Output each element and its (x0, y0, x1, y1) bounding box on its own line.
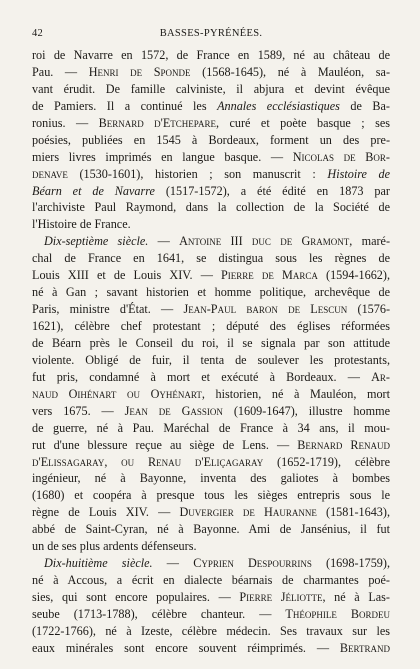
text-segment: (1517-1572), a été édité en 1873 par (154, 183, 390, 198)
text-line (32, 149, 390, 166)
text-segment: seube (1713-1788), célèbre chanteur. — (32, 606, 286, 621)
italic-text: Dix-septième siècle. (44, 234, 149, 249)
text-segment: de guerre, né à Pau. Maréchal de France à 34 ans, il mou- (32, 420, 390, 435)
person-name: Bertrand (339, 640, 390, 655)
text-segment: , maré- (349, 234, 390, 249)
text-line (32, 589, 390, 606)
text-segment: eaux minérales sont encore souvent réimprimés. — (32, 640, 340, 655)
text-line (32, 318, 390, 335)
person-name: Jean de Gassion (124, 403, 223, 418)
text-line (32, 403, 390, 420)
text-line (32, 538, 390, 555)
text-line (32, 284, 390, 301)
person-name: d'Elissagaray, ou Renau d'Eliçagaray (32, 454, 264, 469)
text-segment: , curé et poète basque ; ses (216, 115, 390, 130)
text-segment: (1576- (347, 302, 390, 317)
text-segment: Paris, ministre d'État. — (32, 302, 184, 317)
text-segment: ingénieur, né à Bayonne, inventa des galiotes à bombes (32, 471, 390, 486)
text-segment: vers 1675. — (32, 403, 125, 418)
page-number: 42 (32, 28, 44, 39)
italic-text: Histoire de (327, 166, 390, 181)
text-line (32, 369, 390, 386)
text-segment: (1530-1601), historien ; son manuscrit : (67, 166, 328, 181)
text-segment: né à Accous, a écrit en dialecte béarnais de charmantes poé- (32, 573, 390, 588)
text-segment: (1652-1719), célèbre (263, 454, 390, 469)
italic-text: Béarn et de Navarre (32, 183, 155, 198)
text-segment: (1680) et coopéra à presque tous les sièges entrepris sous le (32, 488, 390, 503)
text-line (32, 454, 390, 471)
text-segment: né à Gan ; savant historien et homme politique, archevêque de (32, 285, 390, 300)
text-line (32, 166, 390, 183)
text-line (32, 335, 390, 352)
text-segment: de Béarn près le Conseil du roi, il se signala par son attitude (32, 335, 390, 350)
person-name: Théophile Bordeu (285, 606, 390, 621)
text-segment: ronius. — (32, 115, 99, 130)
text-line (32, 250, 390, 267)
text-segment: violente. Obligé de fuir, il tenta de soulever les protestants, (32, 352, 390, 367)
text-segment: fut pris, condamné à mort et exécuté à Bordeaux. — (32, 369, 372, 384)
text-segment: Louis XIII et de Louis XIV. — (32, 268, 222, 283)
text-line (32, 640, 390, 657)
text-segment: (1568-1645), né à Mauléon, sa- (190, 64, 390, 79)
page-header (32, 28, 390, 44)
text-segment: de Pamiers. Il a continué les (32, 98, 218, 113)
text-segment: (1594-1662), (317, 268, 390, 283)
text-segment: l'Histoire de France. (32, 217, 131, 232)
text-segment: , historien, né à Mauléon, mort (201, 386, 390, 401)
text-line (32, 199, 390, 216)
person-name: Pierre de Marca (221, 268, 318, 283)
text-segment: rut d'une blessure reçue au siège de Lens. — (32, 437, 298, 452)
text-segment: de Ba- (339, 98, 390, 113)
text-line (32, 420, 390, 437)
text-segment: (1581-1643), (316, 505, 390, 520)
text-segment: chal de France en 1641, se distingua sous les règnes de (32, 251, 390, 266)
person-name: Pierre Jéliotte (239, 590, 323, 604)
text-line (32, 521, 390, 538)
text-line (32, 555, 390, 572)
text-segment: roi de Navarre en 1572, de France en 1589, né au château de (32, 48, 390, 62)
text-line (32, 301, 390, 318)
person-name: denave (32, 166, 68, 181)
person-name: Duvergier de Hauranne (179, 505, 317, 520)
text-segment: sies, qui sont encore populaires. — (32, 590, 240, 604)
text-line (32, 267, 390, 284)
text-segment: (1722-1766), né à Izeste, célèbre médecin. Ses travaux sur les (32, 623, 390, 638)
text-segment: Pau. — (32, 64, 89, 79)
text-line (32, 183, 390, 200)
text-line (32, 98, 390, 115)
text-segment: miers livres imprimés en langue basque. — (32, 149, 293, 164)
text-segment: , né à Las- (322, 590, 390, 604)
text-line (32, 115, 390, 132)
person-name: Antoine III duc de Gramont (179, 234, 350, 249)
person-name: Henri de Sponde (88, 64, 191, 79)
person-name: Jean-Paul baron de Lescun (183, 302, 348, 317)
text-segment: (1609-1647), illustre homme (222, 403, 390, 418)
text-line (32, 64, 390, 81)
italic-text: Annales ecclésiastiques (217, 98, 340, 113)
text-segment: (1698-1759), (311, 556, 390, 571)
italic-text: Dix-huitième siècle. (44, 556, 153, 571)
person-name: Bernard d'Etchepare (98, 115, 216, 130)
person-name: Bernard Renaud (297, 437, 390, 452)
text-body (32, 47, 390, 657)
text-segment: l'archiviste Paul Raymond, dans la collection de la Société de (32, 200, 390, 215)
text-segment: vant érudit. De famille calviniste, il abjura et devint évêque (32, 81, 390, 96)
text-line (32, 504, 390, 521)
text-line (32, 572, 390, 589)
text-line (32, 437, 390, 454)
text-segment: poésies, publiées en 1545 à Bordeaux, forment un des pre- (32, 132, 390, 147)
text-segment: règne de Louis XIV. — (32, 505, 180, 520)
text-line (32, 352, 390, 369)
text-line (32, 47, 390, 64)
text-segment: abbé de Saint-Cyran, né à Bayonne. Ami de Jansénius, il fut (32, 522, 390, 537)
text-line (32, 132, 390, 149)
text-line (32, 487, 390, 504)
person-name: Nicolas de Bor- (292, 149, 390, 164)
text-line (32, 386, 390, 403)
text-segment: — (152, 556, 194, 571)
text-line (32, 470, 390, 487)
text-line (32, 606, 390, 623)
person-name: naud Oihénart ou Oyhénart (32, 386, 202, 401)
text-segment: — (148, 234, 180, 249)
text-line (32, 216, 390, 233)
text-segment: un de ses plus ardents défenseurs. (32, 539, 197, 554)
person-name: Cyprien Despourrins (193, 556, 312, 571)
person-name: Ar- (371, 369, 390, 384)
text-line (32, 233, 390, 250)
running-title: BASSES-PYRÉNÉES. (159, 28, 263, 39)
text-line (32, 623, 390, 640)
text-segment: 1621), célèbre chef protestant ; député des églises réformées (32, 319, 390, 333)
text-line (32, 81, 390, 98)
